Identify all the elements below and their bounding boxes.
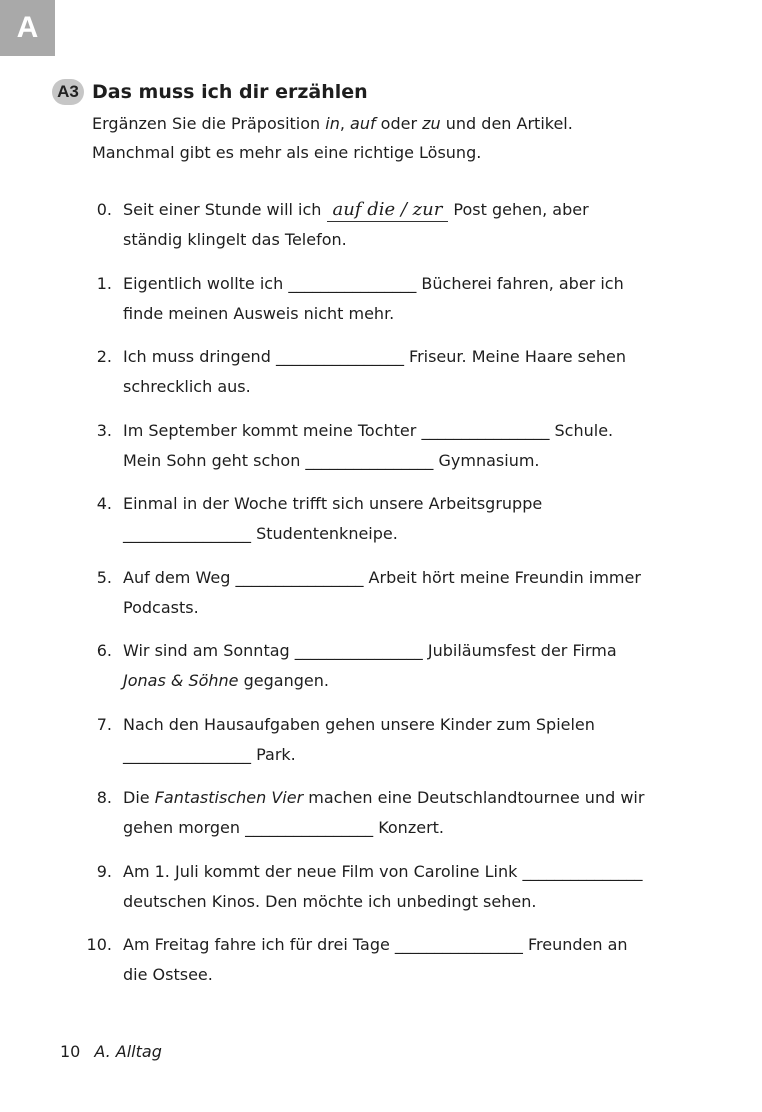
item-line: [123, 666, 713, 696]
item-line: [123, 416, 713, 446]
item-text: Die: [123, 788, 155, 807]
instruction-text: Ergänzen Sie die Präposition: [92, 114, 326, 133]
answer-blank[interactable]: ________________: [245, 818, 374, 837]
item-text: Am 1. Juli kommt der neue Film von Caroline Link: [123, 862, 523, 881]
band-name: Fantastischen Vier: [154, 788, 304, 807]
preposition-auf: auf: [350, 114, 376, 133]
item-line: [123, 519, 713, 549]
exercise-instructions: [92, 109, 712, 167]
item-number: 6.: [96, 641, 112, 660]
exercise-title: Das muss ich dir erzählen: [92, 81, 368, 103]
item-text: Jubiläumsfest der Firma: [422, 641, 617, 660]
answer-blank[interactable]: _______________: [522, 862, 643, 881]
item-number: 2.: [96, 347, 112, 366]
item-text: Gymnasium.: [433, 451, 540, 470]
item-line: finde meinen Ausweis nicht mehr.: [123, 304, 395, 323]
section-name: A. Alltag: [94, 1042, 162, 1061]
page-footer: [60, 1040, 162, 1064]
item-text: Seit einer Stunde will ich: [123, 200, 327, 219]
item-line: Podcasts.: [123, 598, 199, 617]
item-line: [123, 195, 713, 225]
item-number: 4.: [96, 494, 112, 513]
answer-blank[interactable]: ________________: [421, 421, 550, 440]
item-text: Am Freitag fahre ich für drei Tage: [123, 935, 395, 954]
answer-blank[interactable]: ________________: [123, 524, 251, 543]
item-text: Studentenkneipe.: [251, 524, 398, 543]
item-line: [123, 446, 713, 476]
item-text: Auf dem Weg: [123, 568, 236, 587]
item-number: 1.: [96, 274, 112, 293]
item-line: [123, 813, 713, 843]
answer-blank[interactable]: ________________: [275, 347, 404, 366]
chapter-tab: [0, 0, 55, 56]
chapter-letter: A: [16, 11, 39, 44]
answer-blank[interactable]: ________________: [288, 274, 417, 293]
exercise-number-badge: [52, 79, 84, 105]
item-line: [123, 930, 713, 960]
answer-blank[interactable]: ________________: [394, 935, 523, 954]
instruction-line-2: Manchmal gibt es mehr als eine richtige Lösung.: [92, 143, 482, 162]
item-number: 10.: [86, 935, 112, 954]
company-name: Jonas & Söhne: [123, 671, 239, 690]
item-line: [123, 563, 713, 593]
item-text: Park.: [251, 745, 296, 764]
answer-blank[interactable]: ________________: [123, 745, 251, 764]
item-line: Einmal in der Woche trifft sich unsere Arbeitsgruppe: [123, 494, 543, 513]
item-text: Friseur. Meine Haare sehen: [403, 347, 626, 366]
item-text: Post gehen, aber: [448, 200, 589, 219]
item-line: [123, 342, 713, 372]
instruction-text: und den Artikel.: [440, 114, 573, 133]
item-line: die Ostsee.: [123, 965, 213, 984]
item-line: ständig klingelt das Telefon.: [123, 230, 347, 249]
item-text: Konzert.: [373, 818, 444, 837]
item-line: [123, 740, 713, 770]
preposition-zu: zu: [422, 114, 441, 133]
answer-blank[interactable]: ________________: [294, 641, 423, 660]
item-text: Im September kommt meine Tochter: [123, 421, 422, 440]
item-number: 3.: [96, 421, 112, 440]
instruction-line-1: [92, 109, 712, 138]
item-line: deutschen Kinos. Den möchte ich unbedingt sehen.: [123, 892, 537, 911]
item-number: 0.: [96, 200, 112, 219]
item-number: 5.: [96, 568, 112, 587]
instruction-text: ,: [339, 114, 351, 133]
answer-blank[interactable]: ________________: [235, 568, 364, 587]
answer-blank[interactable]: ________________: [305, 451, 434, 470]
item-line: Nach den Hausaufgaben gehen unsere Kinder zum Spielen: [123, 715, 595, 734]
item-text: Schule.: [549, 421, 614, 440]
item-number: 8.: [96, 788, 112, 807]
example-answer: auf die / zur: [327, 199, 449, 222]
item-text: Eigentlich wollte ich: [123, 274, 289, 293]
item-line: schrecklich aus.: [123, 377, 251, 396]
item-text: gehen morgen: [123, 818, 246, 837]
item-line: [123, 269, 713, 299]
item-text: Ich muss dringend: [123, 347, 276, 366]
item-text: gegangen.: [238, 671, 329, 690]
item-text: Wir sind am Sonntag: [123, 641, 295, 660]
item-text: machen eine Deutschlandtournee und wir: [303, 788, 645, 807]
item-line: [123, 783, 713, 813]
item-text: Arbeit hört meine Freundin immer: [363, 568, 641, 587]
exercise-number: A3: [57, 82, 79, 101]
preposition-in: in: [325, 114, 340, 133]
item-number: 7.: [96, 715, 112, 734]
item-text: Freunden an: [522, 935, 628, 954]
page-number: 10: [60, 1042, 81, 1061]
item-line: [123, 636, 713, 666]
item-text: Bücherei fahren, aber ich: [416, 274, 624, 293]
item-number: 9.: [96, 862, 112, 881]
item-text: Mein Sohn geht schon: [123, 451, 306, 470]
instruction-text: oder: [375, 114, 423, 133]
item-line: [123, 857, 713, 887]
